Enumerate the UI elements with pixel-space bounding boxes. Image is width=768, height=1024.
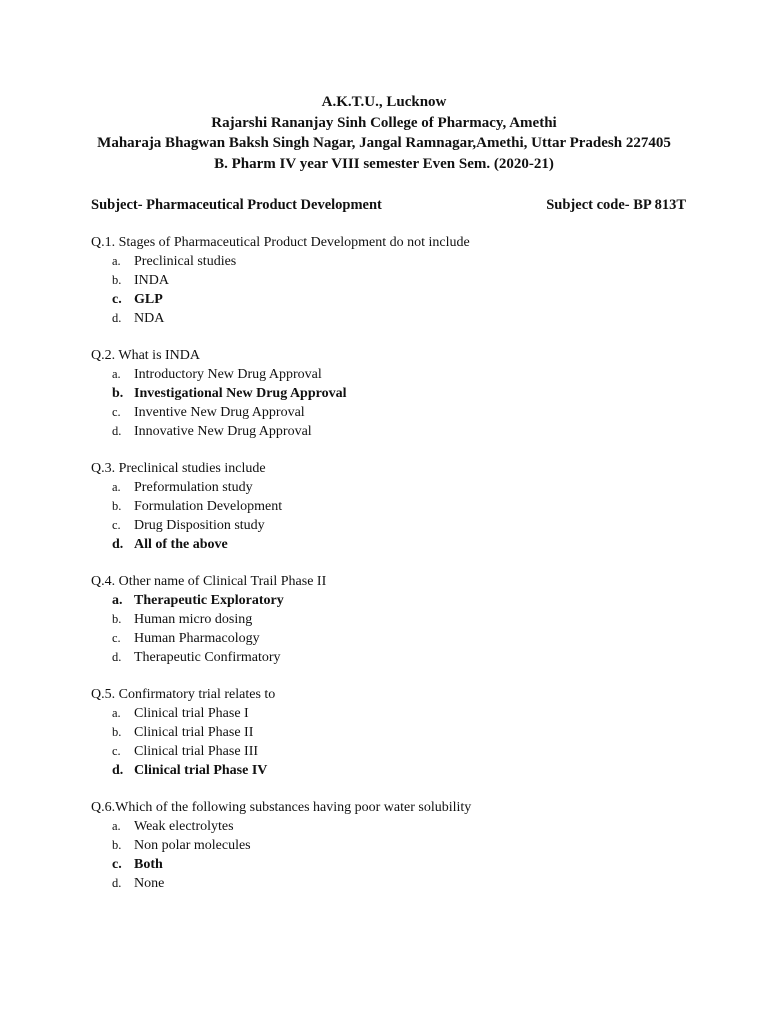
option-letter: a. (112, 706, 121, 720)
option-letter: b. (112, 499, 122, 513)
option-letter: a. (112, 593, 123, 608)
option-letter: b. (112, 612, 122, 626)
answer-option (91, 704, 731, 723)
option-letter: d. (112, 650, 122, 664)
option-text: NDA (134, 311, 165, 326)
option-letter: b. (112, 386, 124, 401)
answer-option (91, 629, 731, 648)
correct-option (91, 855, 731, 874)
option-text: Introductory New Drug Approval (134, 367, 322, 382)
option-letter: c. (112, 857, 122, 872)
answer-option (91, 516, 731, 535)
option-letter: a. (112, 367, 121, 381)
option-letter: c. (112, 518, 121, 532)
option-text: Formulation Development (134, 499, 283, 514)
option-letter: d. (112, 763, 124, 778)
option-text: Clinical trial Phase I (134, 706, 249, 721)
option-letter: c. (112, 744, 121, 758)
document-header (0, 92, 768, 174)
question-text: Q.5. Confirmatory trial relates to (91, 687, 276, 702)
answer-option (91, 497, 731, 516)
answer-option (91, 648, 731, 667)
option-letter: c. (112, 292, 122, 307)
question-list (91, 233, 731, 911)
answer-option (91, 403, 731, 422)
option-text: Investigational New Drug Approval (134, 386, 347, 401)
option-list (91, 704, 731, 780)
subject-title: Subject- Pharmaceutical Product Development (91, 197, 382, 213)
answer-option (91, 309, 731, 328)
option-text: All of the above (134, 537, 228, 552)
option-text: Inventive New Drug Approval (134, 405, 305, 420)
option-text: Clinical trial Phase III (134, 744, 259, 759)
correct-option (91, 591, 731, 610)
college-name: Rajarshi Rananjay Sinh College of Pharmacy, Amethi (211, 114, 557, 131)
option-list (91, 252, 731, 328)
answer-option (91, 742, 731, 761)
answer-option (91, 836, 731, 855)
option-text: Drug Disposition study (134, 518, 265, 533)
answer-option (91, 252, 731, 271)
subject-row (91, 197, 686, 214)
option-text: Innovative New Drug Approval (134, 424, 312, 439)
answer-option (91, 610, 731, 629)
option-letter: a. (112, 254, 121, 268)
option-letter: a. (112, 480, 121, 494)
option-text: Preclinical studies (134, 254, 237, 269)
option-letter: c. (112, 631, 121, 645)
answer-option (91, 271, 731, 290)
option-list (91, 817, 731, 893)
option-letter: d. (112, 424, 122, 438)
option-letter: a. (112, 819, 121, 833)
option-text: None (134, 876, 165, 891)
college-address: Maharaja Bhagwan Baksh Singh Nagar, Jangal Ramnagar,Amethi, Uttar Pradesh 227405 (97, 135, 671, 151)
correct-option (91, 761, 731, 780)
subject-code: Subject code- BP 813T (546, 197, 686, 213)
option-text: Clinical trial Phase IV (134, 763, 268, 778)
question-text: Q.2. What is INDA (91, 348, 201, 363)
answer-option (91, 422, 731, 441)
question-block (91, 798, 731, 893)
option-text: Therapeutic Confirmatory (134, 650, 281, 665)
option-text: Human micro dosing (134, 612, 253, 627)
question-block (91, 685, 731, 780)
answer-option (91, 817, 731, 836)
option-list (91, 478, 731, 554)
question-block (91, 572, 731, 667)
option-text: Preformulation study (134, 480, 253, 495)
option-text: Human Pharmacology (134, 631, 260, 646)
question-text: Q.6.Which of the following substances having poor water solubility (91, 800, 472, 815)
option-letter: b. (112, 725, 122, 739)
option-text: INDA (134, 273, 169, 288)
option-list (91, 591, 731, 667)
correct-option (91, 290, 731, 309)
question-block (91, 346, 731, 441)
option-letter: b. (112, 273, 122, 287)
answer-option (91, 874, 731, 893)
option-text: GLP (134, 292, 163, 307)
university-name: A.K.T.U., Lucknow (321, 94, 447, 110)
option-letter: d. (112, 537, 124, 552)
option-letter: b. (112, 838, 122, 852)
option-list (91, 365, 731, 441)
question-text: Q.1. Stages of Pharmaceutical Product Development do not include (91, 235, 470, 250)
question-text: Q.3. Preclinical studies include (91, 461, 266, 476)
option-text: Weak electrolytes (134, 819, 234, 834)
correct-option (91, 384, 731, 403)
option-text: Both (134, 857, 163, 872)
question-block (91, 233, 731, 328)
option-letter: d. (112, 311, 122, 325)
answer-option (91, 478, 731, 497)
option-letter: d. (112, 876, 122, 890)
option-letter: c. (112, 405, 121, 419)
correct-option (91, 535, 731, 554)
question-block (91, 459, 731, 554)
answer-option (91, 723, 731, 742)
question-text: Q.4. Other name of Clinical Trail Phase II (91, 574, 327, 589)
answer-option (91, 365, 731, 384)
option-text: Clinical trial Phase II (134, 725, 254, 740)
option-text: Non polar molecules (134, 838, 251, 853)
course-semester: B. Pharm IV year VIII semester Even Sem. (2020-21) (214, 155, 554, 172)
option-text: Therapeutic Exploratory (134, 593, 284, 608)
